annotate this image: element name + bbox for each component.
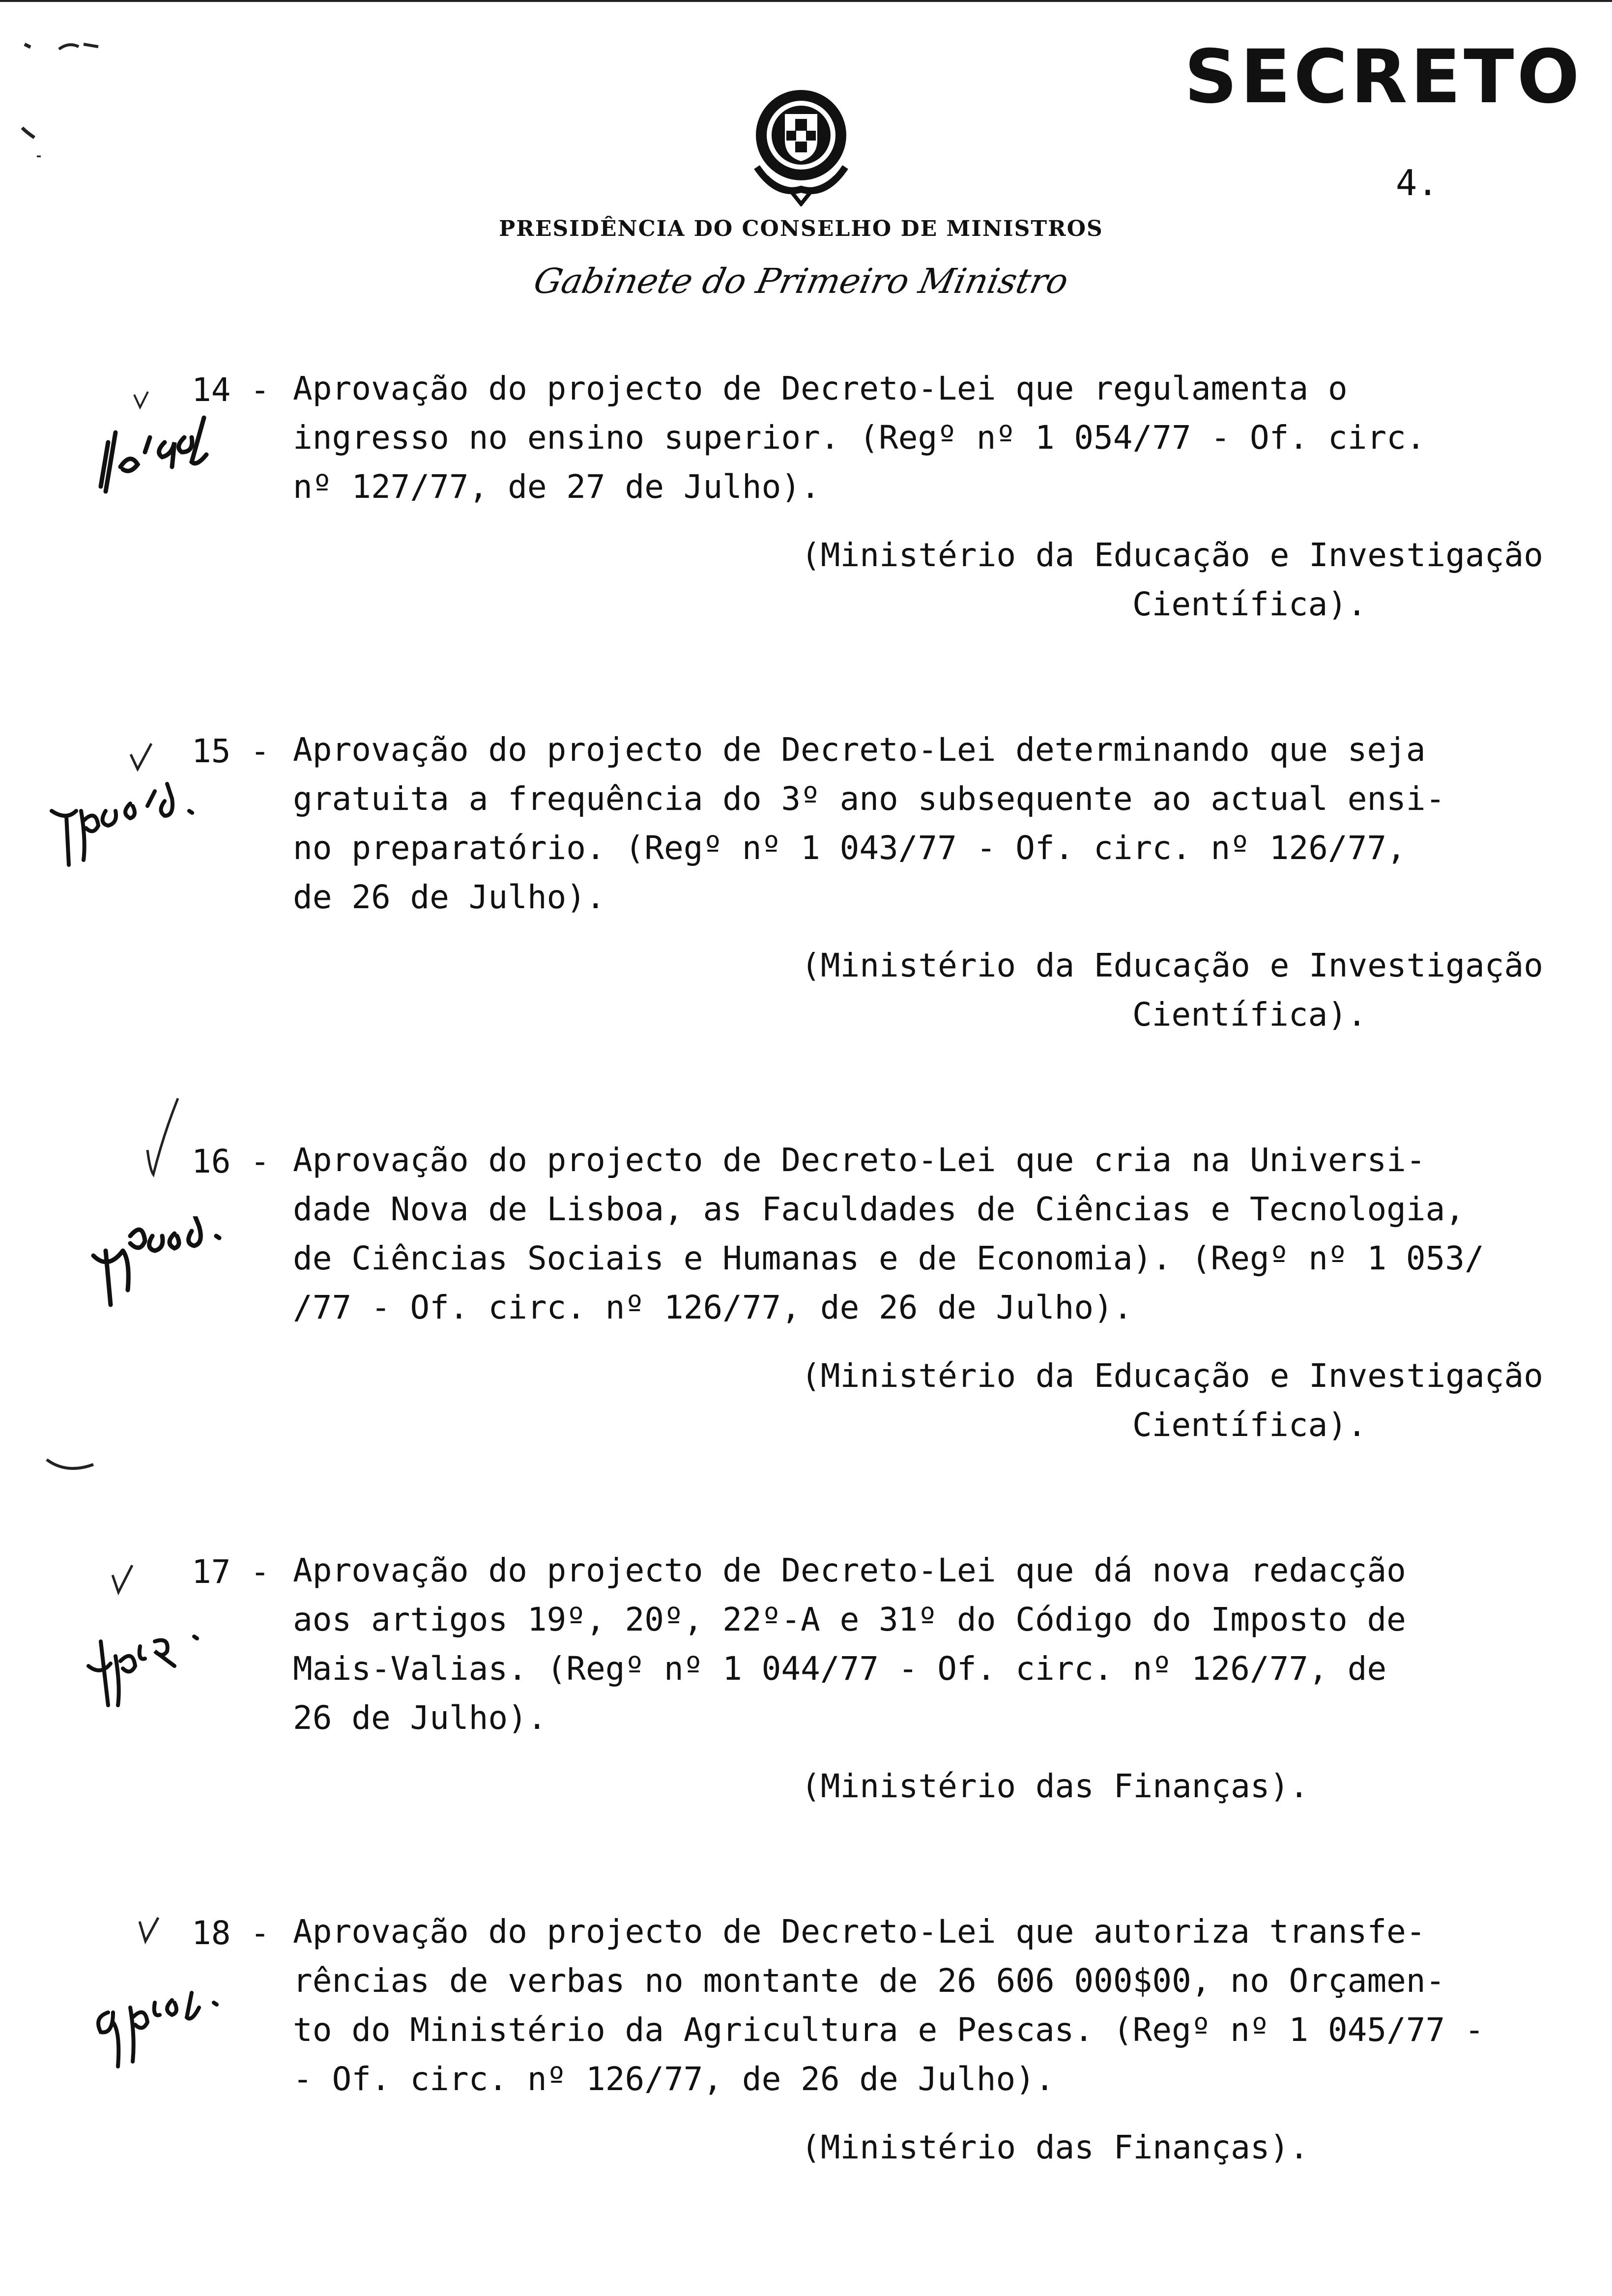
ministry-line: (Ministério das Finanças).	[801, 1767, 1309, 1805]
text-line: Aprovação do projecto de Decreto-Lei que autoriza transfe-	[293, 1913, 1426, 1951]
ministry-reference	[801, 2123, 1587, 2172]
coat-of-arms-icon	[737, 79, 865, 206]
text-line: dade Nova de Lisboa, as Faculdades de Ciências e Tecnologia,	[293, 1190, 1465, 1228]
ministry-reference	[801, 1762, 1587, 1811]
office-name: Gabinete do Primeiro Ministro	[530, 261, 1072, 301]
text-line: de 26 de Julho).	[293, 878, 605, 916]
text-line: no preparatório. (Regº nº 1 043/77 - Of. circ. nº 126/77,	[293, 829, 1406, 867]
text-line: ingresso no ensino superior. (Regº nº 1 054/77 - Of. circ.	[293, 419, 1426, 457]
text-line: Mais-Valias. (Regº nº 1 044/77 - Of. circ. nº 126/77, de	[293, 1650, 1387, 1688]
item-number: 15 -	[192, 732, 270, 770]
text-line: Aprovação do projecto de Decreto-Lei que regulamenta o	[293, 370, 1348, 407]
ministry-line: (Ministério da Educação e Investigação	[801, 1357, 1543, 1395]
item-text	[293, 725, 1531, 922]
organization-name: PRESIDÊNCIA DO CONSELHO DE MINISTROS	[499, 216, 1103, 241]
item-text	[293, 1136, 1531, 1332]
top-border	[0, 0, 1612, 2]
handwritten-annotation	[91, 408, 238, 506]
check-mark-icon	[138, 1917, 162, 1946]
check-mark-icon	[143, 1096, 182, 1184]
ministry-reference	[801, 531, 1587, 629]
item-number: 18 -	[192, 1914, 270, 1952]
check-mark-icon	[132, 391, 151, 410]
item-number: 17 -	[192, 1553, 270, 1591]
handwritten-annotation	[91, 1983, 248, 2081]
text-line: nº 127/77, de 27 de Julho).	[293, 468, 820, 506]
item-text	[293, 364, 1531, 512]
handwritten-annotation	[81, 1627, 238, 1725]
classification-stamp: SECRETO	[1184, 34, 1583, 120]
ministry-line: Científica).	[1132, 1406, 1367, 1444]
check-mark-icon	[129, 742, 153, 772]
pen-mark	[44, 1455, 103, 1484]
item-text	[293, 1907, 1531, 2104]
pen-mark	[10, 29, 108, 157]
text-line: Aprovação do projecto de Decreto-Lei que cria na Universi-	[293, 1141, 1426, 1179]
text-line: Aprovação do projecto de Decreto-Lei determinando que seja	[293, 731, 1426, 769]
check-mark-icon	[111, 1563, 135, 1597]
page-number: 4.	[1396, 162, 1439, 203]
text-line: - Of. circ. nº 126/77, de 26 de Julho).	[293, 2060, 1055, 2098]
text-line: /77 - Of. circ. nº 126/77, de 26 de Julho).	[293, 1289, 1133, 1326]
letterhead	[442, 216, 1160, 301]
ministry-line: (Ministério da Educação e Investigação	[801, 947, 1543, 984]
ministry-line: Científica).	[1132, 585, 1367, 623]
text-line: rências de verbas no montante de 26 606 000$00, no Orçamen-	[293, 1962, 1445, 2000]
item-text	[293, 1546, 1531, 1743]
text-line: to do Ministério da Agricultura e Pescas. (Regº nº 1 045/77 -	[293, 2011, 1484, 2049]
item-number: 14 -	[192, 371, 270, 409]
ministry-line: (Ministério da Educação e Investigação	[801, 536, 1543, 574]
item-number: 16 -	[192, 1143, 270, 1180]
text-line: aos artigos 19º, 20º, 22º-A e 31º do Código do Imposto de	[293, 1601, 1406, 1638]
handwritten-annotation	[47, 781, 224, 890]
text-line: gratuita a frequência do 3º ano subsequente ao actual ensi-	[293, 780, 1445, 818]
handwritten-annotation	[84, 1216, 246, 1315]
ministry-reference	[801, 1351, 1587, 1450]
text-line: Aprovação do projecto de Decreto-Lei que dá nova redacção	[293, 1551, 1406, 1589]
text-line: 26 de Julho).	[293, 1699, 547, 1737]
ministry-line: Científica).	[1132, 996, 1367, 1033]
ministry-line: (Ministério das Finanças).	[801, 2128, 1309, 2166]
text-line: de Ciências Sociais e Humanas e de Economia). (Regº nº 1 053/	[293, 1239, 1484, 1277]
ministry-reference	[801, 941, 1587, 1039]
